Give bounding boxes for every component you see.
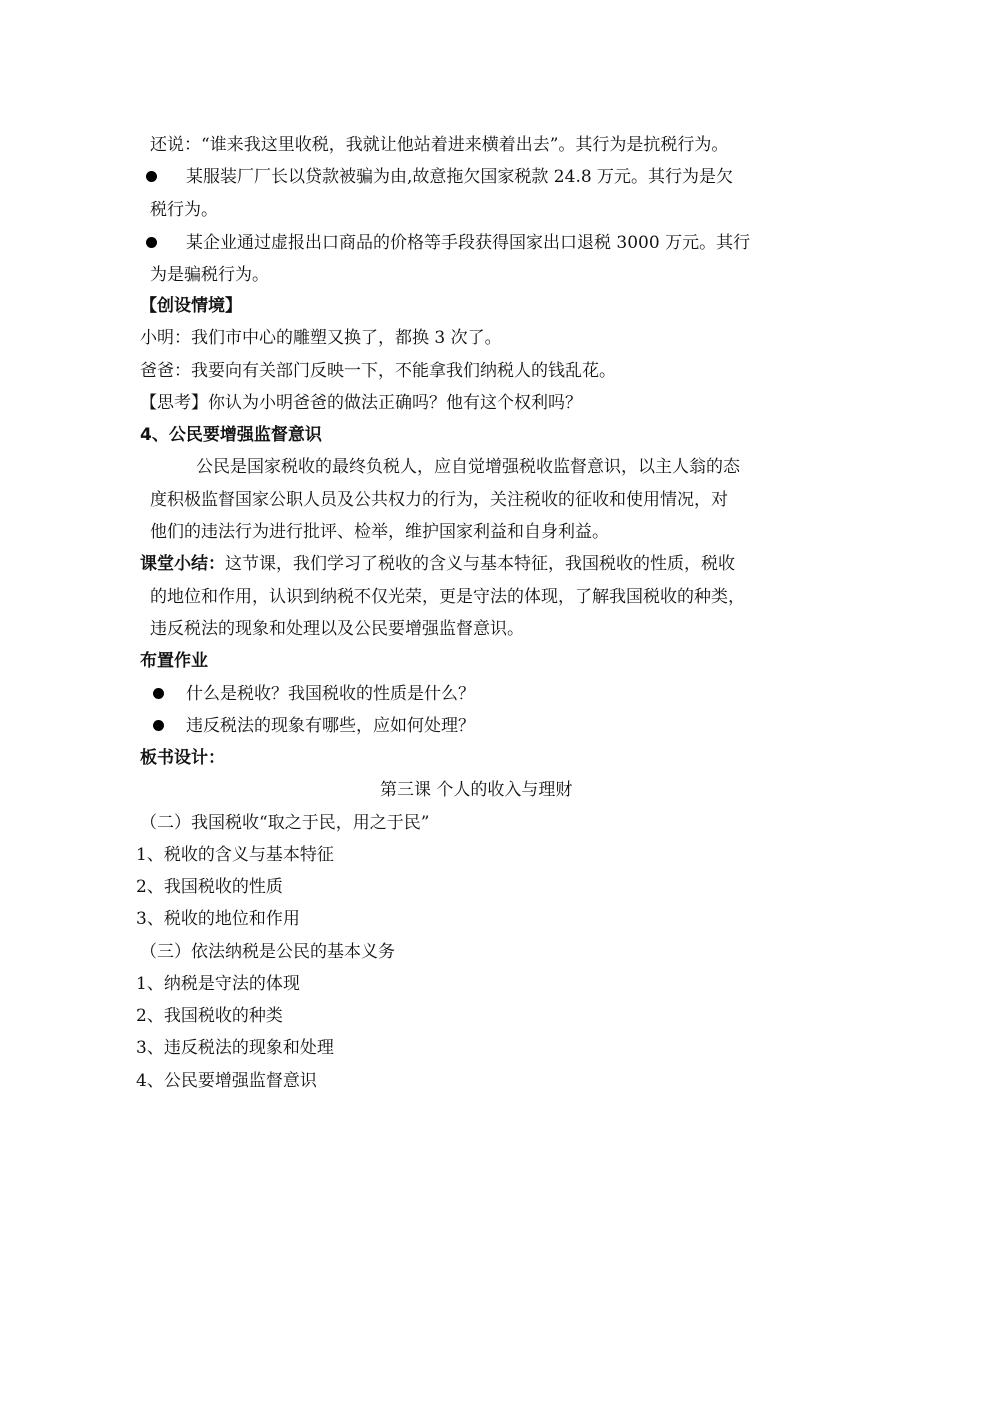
summary-line (140, 552, 735, 576)
board-item: 4、公民要增强监督意识 (136, 1071, 317, 1091)
summary-line: 的地位和作用，认识到纳税不仅光荣，更是守法的体现，了解我国税收的种类， (150, 587, 745, 607)
homework-heading: 布置作业 (140, 651, 208, 671)
board-item: 1、税收的含义与基本特征 (136, 845, 334, 865)
summary-label: 课堂小结： (140, 554, 225, 574)
think-question: 【思考】你认为小明爸爸的做法正确吗？他有这个权利吗？ (140, 393, 582, 413)
example-line: 税行为。 (150, 200, 218, 220)
bullet-icon (153, 688, 164, 699)
example-line: 为是骗税行为。 (150, 265, 269, 285)
board-item: 3、违反税法的现象和处理 (136, 1038, 334, 1058)
section-heading: 4、公民要增强监督意识 (140, 425, 322, 445)
example-line: 某服装厂厂长以贷款被骗为由,故意拖欠国家税款 24.8 万元。其行为是欠 (186, 167, 734, 187)
board-item: 3、税收的地位和作用 (136, 909, 300, 929)
scenario-heading: 【创设情境】 (140, 296, 242, 316)
continuation-line: 还说：“谁来我这里收税，我就让他站着进来横着出去”。其行为是抗税行为。 (150, 135, 729, 155)
board-item: 2、我国税收的种类 (136, 1006, 283, 1026)
paragraph-line: 度积极监督国家公职人员及公共权力的行为，关注税收的征收和使用情况，对 (150, 490, 728, 510)
board-part-heading: （二）我国税收“取之于民，用之于民” (140, 813, 430, 833)
homework-item: 违反税法的现象有哪些，应如何处理？ (186, 716, 475, 736)
paragraph-line: 公民是国家税收的最终负税人，应自觉增强税收监督意识，以主人翁的态 (196, 457, 740, 477)
paragraph-line: 他们的违法行为进行批评、检举，维护国家利益和自身利益。 (150, 522, 609, 542)
bullet-icon (146, 171, 157, 182)
homework-item: 什么是税收？我国税收的性质是什么？ (186, 684, 475, 704)
board-part-heading: （三）依法纳税是公民的基本义务 (140, 942, 395, 962)
dialogue-line: 小明：我们市中心的雕塑又换了，都换 3 次了。 (140, 328, 502, 348)
example-line: 某企业通过虚报出口商品的价格等手段获得国家出口退税 3000 万元。其行 (186, 233, 751, 253)
bullet-icon (153, 720, 164, 731)
dialogue-line: 爸爸：我要向有关部门反映一下，不能拿我们纳税人的钱乱花。 (140, 361, 616, 381)
board-title: 第三课 个人的收入与理财 (380, 780, 573, 800)
bullet-icon (146, 237, 157, 248)
board-heading: 板书设计： (140, 748, 225, 768)
summary-text: 这节课，我们学习了税收的含义与基本特征，我国税收的性质，税收 (225, 554, 735, 574)
summary-line: 违反税法的现象和处理以及公民要增强监督意识。 (150, 619, 524, 639)
board-item: 2、我国税收的性质 (136, 877, 283, 897)
board-item: 1、纳税是守法的体现 (136, 974, 300, 994)
